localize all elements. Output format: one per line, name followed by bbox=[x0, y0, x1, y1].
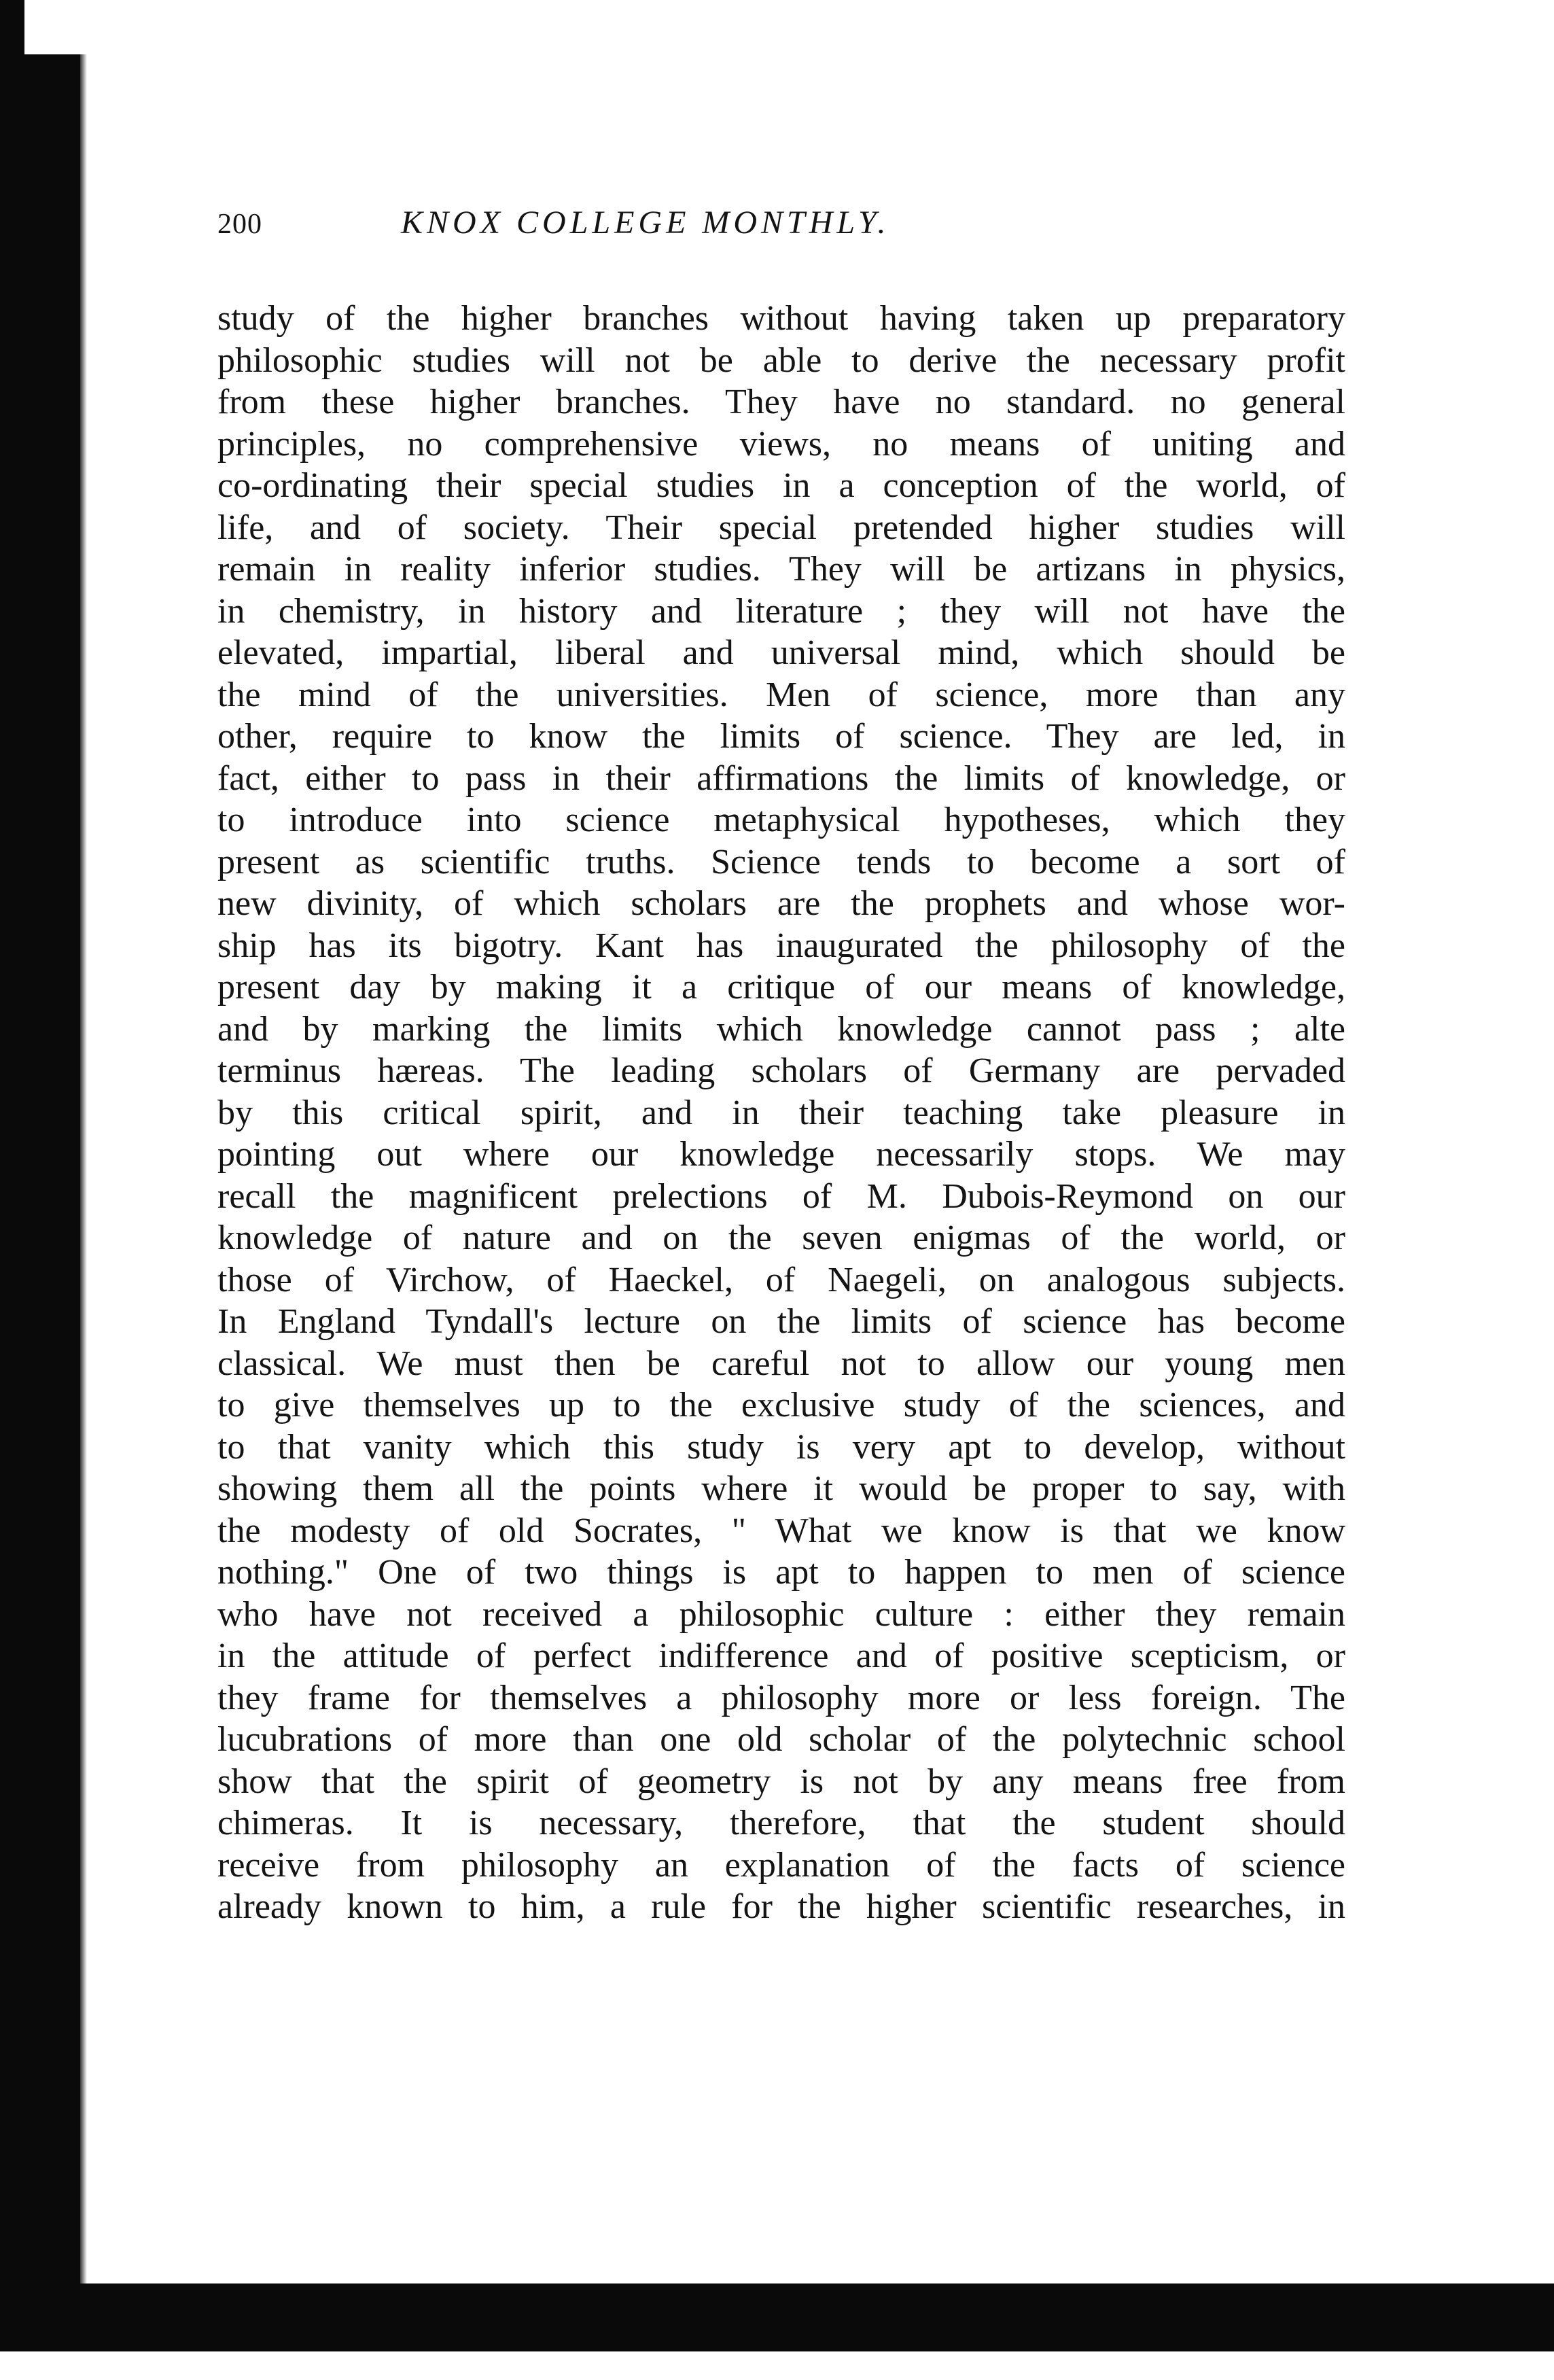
scan-border-bottom bbox=[80, 2283, 1554, 2351]
text-line: already known to him, a rule for the higher scientific researches, in bbox=[217, 1887, 1345, 1926]
text-line: lucubrations of more than one old scholar of the polytechnic school bbox=[217, 1720, 1345, 1759]
text-line: study of the higher branches without having taken up preparatory bbox=[217, 299, 1345, 338]
text-line: present as scientific truths. Science tends to become a sort of bbox=[217, 842, 1345, 881]
text-line: recall the magnificent prelections of M. Dubois-Reymond on our bbox=[217, 1176, 1345, 1216]
text-line: life, and of society. Their special pretended higher studies will bbox=[217, 508, 1345, 547]
text-line: in chemistry, in history and literature ; they will not have the bbox=[217, 591, 1345, 631]
text-line: co-ordinating their special studies in a conception of the world, of bbox=[217, 466, 1345, 505]
text-line: to give themselves up to the exclusive study of the sciences, and bbox=[217, 1386, 1345, 1424]
text-line: who have not received a philosophic culture : either they remain bbox=[217, 1594, 1345, 1634]
text-line: to that vanity which this study is very apt to develop, without bbox=[217, 1427, 1345, 1467]
scan-border-left bbox=[0, 54, 80, 2351]
text-line: by this critical spirit, and in their teaching take pleasure in bbox=[217, 1093, 1345, 1132]
text-line: fact, either to pass in their affirmations the limits of knowledge, or bbox=[217, 758, 1345, 798]
text-line: showing them all the points where it would be proper to say, with bbox=[217, 1469, 1345, 1508]
running-head bbox=[217, 204, 1345, 245]
text-line: show that the spirit of geometry is not by any means free from bbox=[217, 1762, 1345, 1801]
text-line: the modesty of old Socrates, " What we know is that we know bbox=[217, 1511, 1345, 1550]
text-line: knowledge of nature and on the seven enigmas of the world, or bbox=[217, 1219, 1345, 1257]
page bbox=[217, 204, 1345, 1928]
text-line: In England Tyndall's lecture on the limits of science has become bbox=[217, 1302, 1345, 1341]
text-line: chimeras. It is necessary, therefore, that the student should bbox=[217, 1804, 1345, 1842]
text-line: classical. We must then be careful not to allow our young men bbox=[217, 1344, 1345, 1383]
text-line: nothing." One of two things is apt to happen to men of science bbox=[217, 1553, 1345, 1592]
text-line: elevated, impartial, liberal and universal mind, which should be bbox=[217, 633, 1345, 672]
journal-title: KNOX COLLEGE MONTHLY. bbox=[401, 205, 890, 241]
text-line: remain in reality inferior studies. They will be artizans in physics, bbox=[217, 550, 1345, 589]
text-line: from these higher branches. They have no standard. no general bbox=[217, 383, 1345, 421]
text-line: ship has its bigotry. Kant has inaugurated the philosophy of the bbox=[217, 926, 1345, 965]
text-line: terminus hæreas. The leading scholars of Germany are pervaded bbox=[217, 1051, 1345, 1090]
text-line: other, require to know the limits of science. They are led, in bbox=[217, 717, 1345, 756]
page-number: 200 bbox=[217, 209, 262, 240]
body-text bbox=[217, 298, 1345, 1928]
text-line: the mind of the universities. Men of science, more than any bbox=[217, 675, 1345, 714]
text-line: new divinity, of which scholars are the prophets and whose wor- bbox=[217, 884, 1345, 923]
text-line: principles, no comprehensive views, no means of uniting and bbox=[217, 424, 1345, 463]
text-line: those of Virchow, of Haeckel, of Naegeli, on analogous subjects. bbox=[217, 1260, 1345, 1299]
text-line: they frame for themselves a philosophy more or less foreign. The bbox=[217, 1678, 1345, 1717]
text-line: present day by making it a critique of our means of knowledge, bbox=[217, 968, 1345, 1007]
text-line: philosophic studies will not be able to derive the necessary profit bbox=[217, 340, 1345, 380]
text-line: in the attitude of perfect indifference and of positive scepticism, or bbox=[217, 1637, 1345, 1675]
text-line: to introduce into science metaphysical hypotheses, which they bbox=[217, 801, 1345, 839]
text-line: and by marking the limits which knowledge cannot pass ; alte bbox=[217, 1009, 1345, 1049]
text-line: pointing out where our knowledge necessarily stops. We may bbox=[217, 1135, 1345, 1174]
text-line: receive from philosophy an explanation of the facts of science bbox=[217, 1845, 1345, 1885]
